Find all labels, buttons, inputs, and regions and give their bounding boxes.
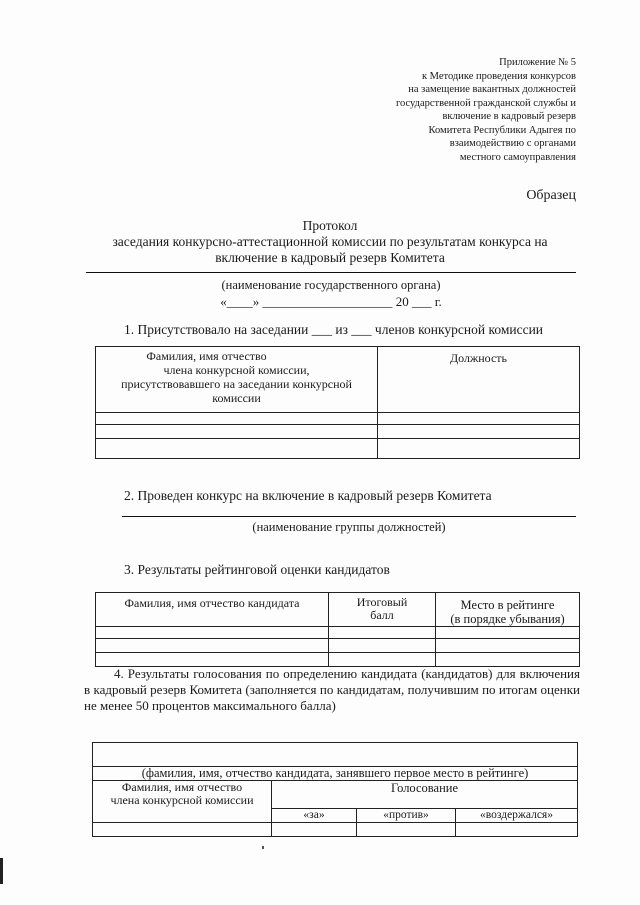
section3-text: 3. Результаты рейтинговой оценки кандидатов bbox=[124, 562, 390, 577]
table-cell[interactable] bbox=[436, 639, 580, 653]
table-cell[interactable] bbox=[436, 627, 580, 639]
document-title: Протокол bbox=[302, 218, 358, 233]
header-line: Фамилия, имя отчество bbox=[146, 349, 267, 363]
table-cell[interactable] bbox=[436, 653, 580, 667]
table-cell[interactable] bbox=[96, 425, 378, 439]
rating-place-header bbox=[436, 593, 580, 627]
annex-line: Приложение № 5 bbox=[499, 57, 576, 68]
sample-label: Образец bbox=[526, 188, 576, 203]
table-cell[interactable] bbox=[96, 639, 329, 653]
annex-line: включение в кадровый резерв bbox=[442, 111, 576, 122]
table-cell[interactable] bbox=[93, 823, 272, 837]
table-cell[interactable] bbox=[378, 425, 580, 439]
table-cell[interactable] bbox=[329, 653, 436, 667]
annex-line: Комитета Республики Адыгея по bbox=[428, 124, 576, 136]
scan-mark bbox=[0, 858, 3, 884]
annex-line: государственной гражданской службы и bbox=[395, 97, 576, 109]
table-cell[interactable] bbox=[96, 413, 378, 425]
attendance-table bbox=[95, 346, 580, 459]
header-line: (в порядке убывания) bbox=[450, 612, 565, 626]
member-header bbox=[93, 781, 272, 823]
table-cell[interactable] bbox=[96, 439, 378, 459]
org-caption: (наименование государственного органа) bbox=[221, 278, 441, 292]
member-name-header bbox=[96, 347, 378, 413]
table-cell[interactable] bbox=[329, 627, 436, 639]
scan-speck bbox=[262, 846, 264, 849]
table-cell[interactable] bbox=[329, 639, 436, 653]
position-header: Должность bbox=[378, 347, 580, 413]
table-cell[interactable] bbox=[272, 823, 357, 837]
vote-for-header: «за» bbox=[272, 809, 357, 823]
vote-abstain-header: «воздержался» bbox=[456, 809, 578, 823]
section4-text: 4. Результаты голосования по определению кандидата (кандидатов) для включения в кадровый резерв Комитета (заполняется по кандидатам, получившим по итогам оценки не менее 50 процентов максимального балла) bbox=[84, 666, 580, 713]
table-cell[interactable] bbox=[378, 439, 580, 459]
vote-against-header: «против» bbox=[357, 809, 456, 823]
header-line: балл bbox=[370, 608, 394, 622]
header-line: Итоговый bbox=[356, 595, 408, 609]
candidate-name-cell[interactable] bbox=[93, 743, 578, 767]
annex-line: к Методике проведения конкурсов bbox=[421, 70, 576, 82]
voting-header: Голосование bbox=[272, 781, 578, 809]
table-cell[interactable] bbox=[456, 823, 578, 837]
header-line: Фамилия, имя отчество bbox=[121, 780, 243, 794]
voting-table bbox=[92, 742, 578, 837]
annex-block bbox=[336, 56, 576, 164]
position-group-caption: (наименование группы должностей) bbox=[252, 520, 446, 534]
header-line: присутствовавшего на заседании конкурсной bbox=[121, 377, 352, 391]
annex-line: на замещение вакантных должностей bbox=[408, 84, 576, 95]
section2-text: 2. Проведен конкурс на включение в кадровый резерв Комитета bbox=[124, 488, 492, 503]
document-subtitle-line2: включение в кадровый резерв Комитета bbox=[215, 250, 445, 265]
table-cell[interactable] bbox=[96, 653, 329, 667]
header-line: Место в рейтинге bbox=[460, 598, 555, 612]
table-cell[interactable] bbox=[357, 823, 456, 837]
date-line: «____» ____________________ 20 ___ г. bbox=[220, 294, 442, 309]
annex-line: местного самоуправления bbox=[459, 151, 576, 163]
position-group-line bbox=[122, 516, 576, 517]
org-name-line bbox=[86, 272, 576, 273]
table-cell[interactable] bbox=[378, 413, 580, 425]
candidate-caption: (фамилия, имя, отчество кандидата, занявшего первое место в рейтинге) bbox=[93, 767, 578, 781]
section1-text: 1. Присутствовало на заседании ___ из ___ членов конкурсной комиссии bbox=[124, 322, 544, 337]
document-subtitle-line1: заседания конкурсно-аттестационной комиссии по результатам конкурса на bbox=[112, 234, 548, 249]
annex-line: взаимодействию с органами bbox=[449, 138, 576, 149]
table-cell[interactable] bbox=[96, 627, 329, 639]
header-line: комиссии bbox=[212, 391, 261, 405]
candidate-name-header: Фамилия, имя отчество кандидата bbox=[96, 593, 329, 627]
total-score-header bbox=[329, 593, 436, 627]
rating-table bbox=[95, 592, 580, 667]
header-line: члена конкурсной комиссии, bbox=[163, 363, 310, 377]
header-line: члена конкурсной комиссии bbox=[110, 793, 254, 807]
